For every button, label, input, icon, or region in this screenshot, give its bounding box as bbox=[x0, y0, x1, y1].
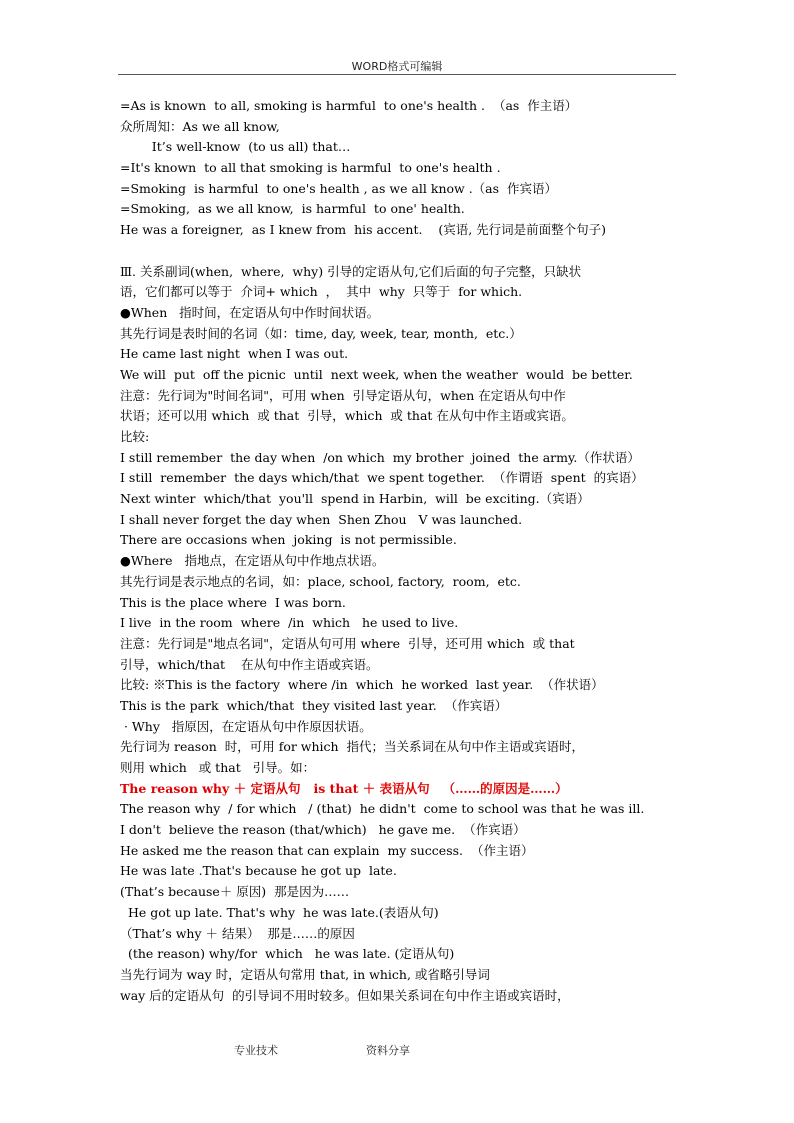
text-line: The reason why / for which / (that) he didn't come to school was that he was ill. bbox=[120, 801, 645, 817]
text-line: (That’s because＋ 原因) 那是因为…… bbox=[120, 884, 350, 900]
text-line: ●Where 指地点，在定语从句中作地点状语。 bbox=[120, 553, 385, 569]
text-line: 状语；还可以用 which 或 that 引导，which 或 that 在从句中作主语或宾语。 bbox=[120, 408, 574, 424]
text-line: 注意：先行词是"地点名词"，定语从句可用 where 引导，还可用 which 或 that bbox=[120, 635, 575, 651]
text-line: way 后的定语从句 的引导词不用时较多。但如果关系词在句中作主语或宾语时， bbox=[120, 987, 570, 1003]
text-line: The reason why ＋ 定语从句 is that ＋ 表语从句 （……的原因是……） bbox=[120, 780, 568, 796]
text-line: I shall never forget the day when Shen Zhou Ⅴ was launched. bbox=[120, 511, 523, 527]
text-line: I still remember the day when /on which my brother joined the army.（作状语） bbox=[120, 449, 640, 465]
text-line: This is the place where I was born. bbox=[120, 594, 346, 610]
text-line: He was a foreigner, as I knew from his accent. (宾语, 先行词是前面整个句子) bbox=[120, 222, 607, 238]
text-line: He was late .That's because he got up late. bbox=[120, 863, 397, 879]
text-line: =It's known to all that smoking is harmful to one's health . bbox=[120, 160, 501, 176]
text-line: 引导，which/that 在从句中作主语或宾语。 bbox=[120, 656, 379, 672]
text-line: 其先行词是表示地点的名词，如：place, school, factory, room, etc. bbox=[120, 573, 521, 589]
document-body bbox=[120, 96, 680, 1006]
text-line: =As is known to all, smoking is harmful to one's health . （as 作主语） bbox=[120, 98, 578, 113]
text-line: It’s well-know (to us all) that… bbox=[120, 139, 351, 155]
text-line: (the reason) why/for which he was late. (定语从句) bbox=[120, 946, 455, 962]
text-line: =Smoking, as we all know, is harmful to one' health. bbox=[120, 201, 465, 217]
text-line: 比较: ※This is the factory where /in which he worked last year. （作状语） bbox=[120, 677, 604, 693]
text-line: There are occasions when joking is not permissible. bbox=[120, 532, 457, 548]
text-line: He came last night when I was out. bbox=[120, 346, 349, 362]
text-line: 语，它们都可以等于 介词+ which ， 其中 why 只等于 for which. bbox=[120, 284, 523, 300]
footer-left: 专业技术 bbox=[234, 1044, 278, 1057]
text-line: Next winter which/that you'll spend in Harbin, will be exciting.（宾语） bbox=[120, 491, 590, 507]
text-line: 其先行词是表时间的名词（如：time, day, week, tear, month, etc.） bbox=[120, 325, 522, 341]
text-line: ●When 指时间，在定语从句中作时间状语。 bbox=[120, 304, 380, 320]
text-line: 当先行词为 way 时，定语从句常用 that, in which, 或省略引导词 bbox=[120, 966, 490, 982]
text-line: Ⅲ. 关系副词(when, where, why) 引导的定语从句,它们后面的句子完整，只缺状 bbox=[120, 263, 582, 279]
footer-right: 资料分享 bbox=[366, 1044, 410, 1057]
text-line: 则用 which 或 that 引导。如： bbox=[120, 760, 316, 775]
text-line: =Smoking is harmful to one's health , as we all know .（as 作宾语） bbox=[120, 180, 557, 196]
text-line bbox=[120, 241, 680, 262]
text-line: I still remember the days which/that we spent together. （作谓语 spent 的宾语） bbox=[120, 470, 644, 486]
text-line: 众所周知：As we all know, bbox=[120, 118, 280, 134]
text-line: He asked me the reason that can explain my success. （作主语） bbox=[120, 842, 534, 858]
text-line: He got up late. That's why he was late.(表语从句) bbox=[120, 904, 439, 920]
text-line: 先行词为 reason 时，可用 for which 指代；当关系词在从句中作主语或宾语时， bbox=[120, 739, 585, 755]
text-line: · Why 指原因，在定语从句中作原因状语。 bbox=[120, 718, 372, 734]
text-line: This is the park which/that they visited last year. （作宾语） bbox=[120, 697, 508, 713]
text-line: We will put off the picnic until next week, when the weather would be better. bbox=[120, 366, 633, 382]
header-divider bbox=[118, 74, 676, 75]
text-line: （That’s why ＋ 结果） 那是……的原因 bbox=[120, 925, 355, 941]
text-line: I live in the room where /in which he used to live. bbox=[120, 615, 459, 631]
page-header: WORD格式可编辑 bbox=[351, 60, 443, 73]
text-line: I don't believe the reason (that/which) he gave me. （作宾语） bbox=[120, 822, 526, 838]
text-line: 比较: bbox=[120, 429, 150, 444]
text-line: 注意：先行词为"时间名词"，可用 when 引导定语从句，when 在定语从句中作 bbox=[120, 387, 566, 403]
